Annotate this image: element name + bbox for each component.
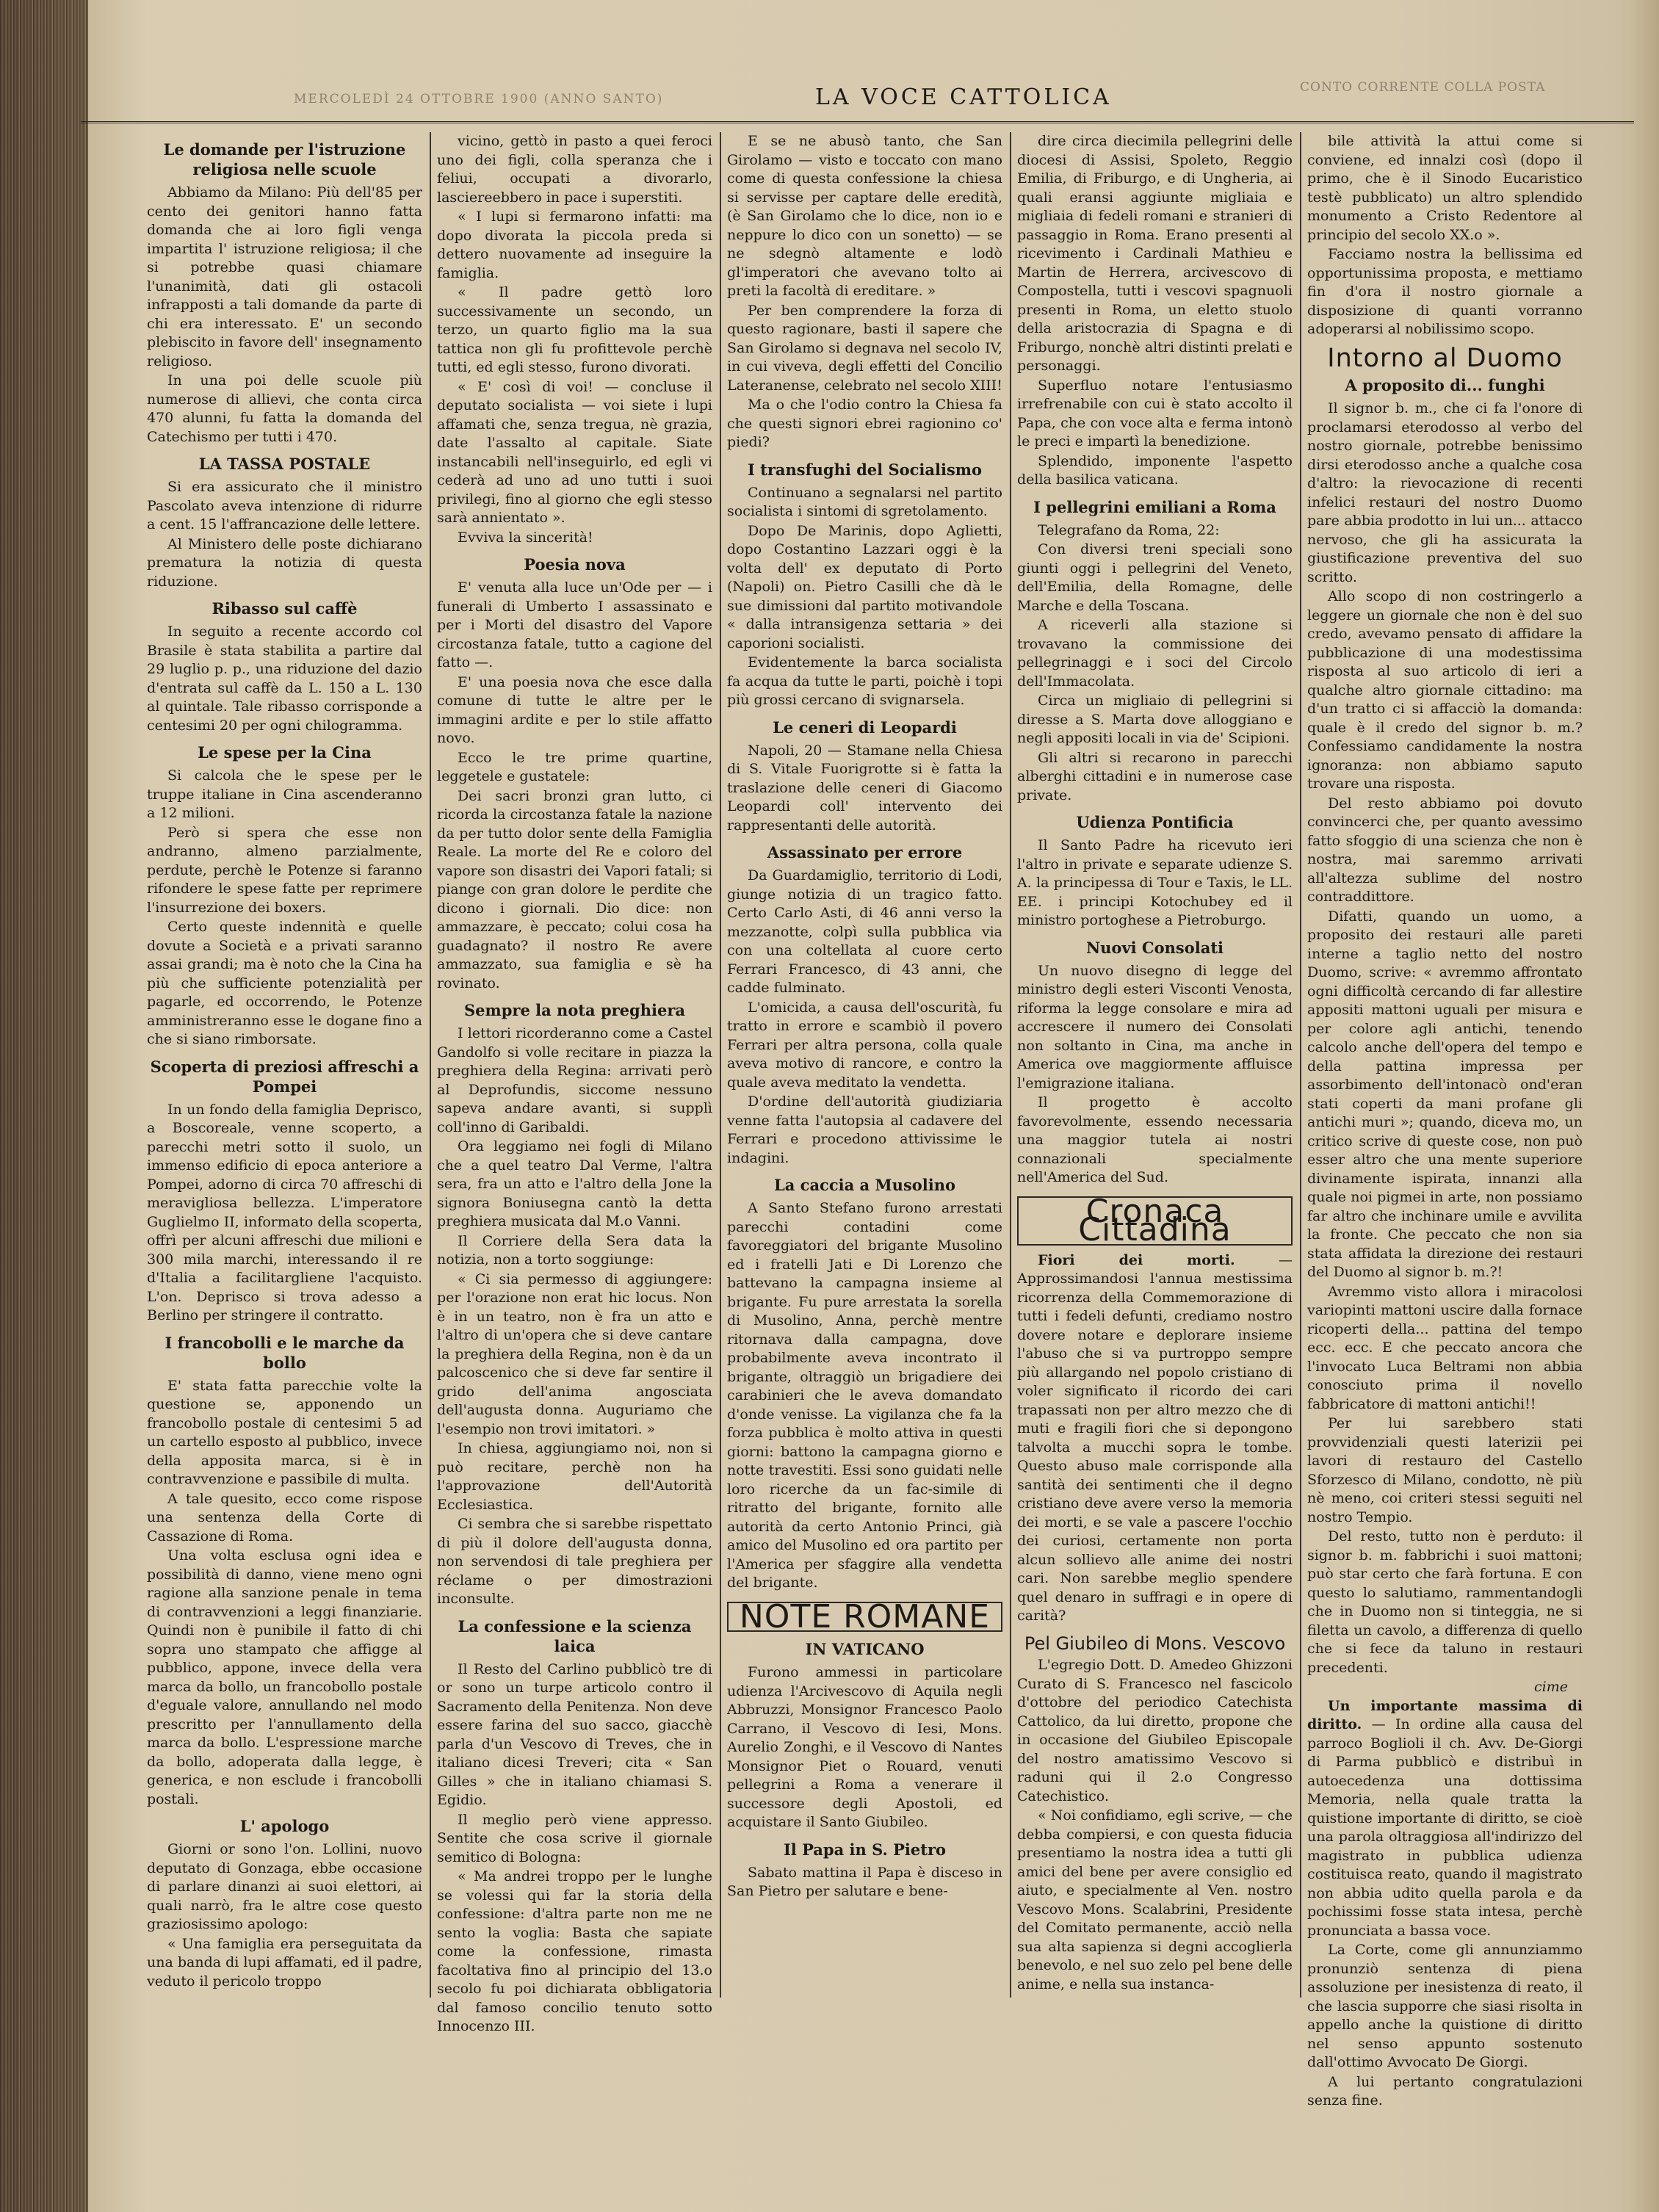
article-title: Nuovi Consolati bbox=[1085, 938, 1224, 957]
article-title: LA TASSA POSTALE bbox=[198, 455, 371, 473]
paragraph: D'ordine dell'autorità giudiziaria venne fatta l'autopsia al cadavere del Ferrari e procedono attivissime le indagini. bbox=[727, 1094, 1002, 1166]
article-title: Pel Giubileo di Mons. Vescovo bbox=[1024, 1633, 1286, 1654]
paragraph: Dopo De Marinis, dopo Aglietti, dopo Costantino Lazzari oggi è la volta dell' ex deputato di Porto (Napoli) on. Pietro Casilli che dà le sue dimissioni dal partito motivandole « dalla intransigenza settaria » dei caporioni socialisti. bbox=[727, 522, 1002, 651]
article-headline: Intorno al Duomo bbox=[1327, 343, 1563, 373]
article-title: La caccia a Musolino bbox=[773, 1176, 956, 1194]
paragraph: Del resto abbiamo poi dovuto convincerci che, per quanto avessimo fatto sfoggio di una scienza che non è nostra, mai saremmo arrivati all'altezza sublime del nostro contraddittore. bbox=[1307, 795, 1583, 905]
paragraph: Facciamo nostra la bellissima ed opportunissima proposta, e mettiamo fin d'ora il nostro giornale a disposizione di quanti vorranno adoperarsi al nobilissimo scopo. bbox=[1307, 246, 1583, 337]
article-title: Scoperta di preziosi affreschi a Pompei bbox=[150, 1057, 419, 1096]
column-5 bbox=[1307, 132, 1583, 2108]
lead-in: Fiori dei morti. bbox=[1038, 1251, 1235, 1268]
column-rule bbox=[720, 132, 721, 1998]
paragraph: « Ci sia permesso di aggiungere: per l'orazione non erat hic locus. Non è in un teatro, non è fra un atto e l'altro di un'opera che si deve cantare la preghiera della Regina, non è da un palcoscenico che si deve far sentire il grido dell'anima angosciata dell'augusta donna. Auguriamo che l'esempio non trovi imitatori. » bbox=[437, 1271, 712, 1437]
paragraph: Napoli, 20 — Stamane nella Chiesa di S. Vitale Fuorigrotte si è fatta la traslazione delle ceneri di Giacomo Leopardi coll' intervento dei rappresentanti delle autorità. bbox=[727, 742, 1002, 834]
paragraph: « Il padre gettò loro successivamente un secondo, un terzo, un quarto figlio ma la sua tattica non gli fu profittevole perchè tutti, ed egli stesso, furono divorati. bbox=[437, 284, 712, 375]
paragraph-text: — Approssimandosi l'annua mestissima ricorrenza della Commemorazione di tutti i fedeli defunti, crediamo nostro dovere notare e deplorare insieme l'abuso che si va purtroppo sempre più allargando nel popolo cristiano di voler significato il ricordo dei cari trapassati non per altro mezzo che di muti e fragili fiori che si depongono talvolta a mucchi sopra le tombe. Questo abuso male corrisponde alla santità dei sentimenti che il degno cristiano deve avere verso la memoria dei morti, e se vale a pascere l'occhio dei curiosi, certamente non porta alcun sollievo alle anime dei nostri cari. Non sarebbe meglio spendere quel denaro in suffragi e in opere di carità? bbox=[1017, 1251, 1293, 1624]
paragraph: Ma o che l'odio contro la Chiesa fa che questi signori ebrei ragionino co' piedi? bbox=[727, 397, 1002, 450]
paragraph: A lui pertanto congratulazioni senza fine. bbox=[1307, 2073, 1583, 2108]
paragraph: Abbiamo da Milano: Più dell'85 per cento dei genitori hanno fatta domanda che ai loro figli venga impartita l' istruzione religiosa; il che si potrebbe quasi chiamare l'unanimità, dati gli ostacoli infrapposti a tali domande da parte di chi era interessato. E' un secondo plebiscito in favore dell' insegnamento religioso. bbox=[147, 184, 422, 369]
paragraph: A riceverli alla stazione si trovavano la commissione dei pellegrinaggi e i soci del Circolo dell'Immacolata. bbox=[1017, 617, 1293, 690]
article-title: I transfughi del Socialismo bbox=[747, 460, 983, 479]
article-title: I pellegrini emiliani a Roma bbox=[1033, 497, 1276, 516]
paragraph: Con diversi treni speciali sono giunti oggi i pellegrini del Veneto, dell'Emilia, della Romagne, delle Marche e della Toscana. bbox=[1017, 541, 1293, 614]
paragraph: Sabato mattina il Papa è disceso in San Pietro per salutare e bene- bbox=[727, 1864, 1002, 1899]
paragraph: Al Ministero delle poste dichiarano prematura la notizia di questa riduzione. bbox=[147, 535, 422, 590]
article-title: Sempre la nota preghiera bbox=[463, 1001, 686, 1019]
paragraph: Una volta esclusa ogni idea e possibilità di danno, viene meno ogni ragione alla sanzione penale in tema di contravvenzioni a leggi finanziarie. Quindi non è punibile il fatto di chi sopra uno stampato che affigge al pubblico, appone, invece della vera marca da bollo, un francobollo postale d'eguale valore, annullando nel modo prescritto per l'annullamento della marca da bollo. L'espressione marche da bollo, adoperata dalla legge, è generica, e non esclude i francobolli postali. bbox=[147, 1547, 422, 1807]
paragraph: A tale quesito, ecco come rispose una sentenza della Corte di Cassazione di Roma. bbox=[147, 1490, 422, 1544]
paragraph: E se ne abusò tanto, che San Girolamo — visto e toccato con mano come di questa confessione la chiesa si servisse per captare delle eredità, (è San Girolamo che lo dice, non io e neppure lo dico con un sonetto) — se ne sdegnò altamente e lodò gl'imperatori che avevano tolto ai preti la facoltà di ereditare. » bbox=[727, 133, 1002, 299]
paragraph: Il Resto del Carlino pubblicò tre di or sono un turpe articolo contro il Sacramento della Penitenza. Non deve essere farina del suo sacco, giacchè parla d'un Vescovo di Treves, che in italiano dicesi Treveri; cita « San Gilles » che in italiano chiamasi S. Egidio. bbox=[437, 1660, 712, 1808]
paragraph: La Corte, come gli annunziammo pronunziò sentenza di piena assoluzione per inesistenza di reato, il che lascia supporre che siasi risolta in appello anche la quistione di diritto nel senso appunto sostenuto dall'ottimo Avvocato De Giorgi. bbox=[1307, 1942, 1583, 2070]
paragraph: Del resto, tutto non è perduto: il signor b. m. fabbrichi i suoi mattoni; può star certo che farà fortuna. E con questo lo salutiamo, rammentandogli che in Duomo non si tinteggia, ne si filetta un cavolo, a differenza di quello che si fece da taluno in restauri precedenti. bbox=[1307, 1528, 1583, 1676]
paragraph: vicino, gettò in pasto a quei feroci uno dei figli, colla speranza che i feliui, occupati a divorarlo, lasciereebbero in pace i superstiti. bbox=[437, 133, 712, 206]
paragraph: « I lupi si fermarono infatti: ma dopo divorata la piccola preda si dettero nuovamente ad inseguire la famiglia. bbox=[437, 209, 712, 281]
article-title: I francobolli e le marche da bollo bbox=[165, 1333, 405, 1372]
paragraph: Furono ammessi in particolare udienza l'Arcivescovo di Aquila negli Abbruzzi, Monsignor Francesco Paolo Carrano, il Vescovo di Iesi, Mons. Aurelio Zonghi, e il Vescovo di Nantes Monsignor Piet o Rouard, venuti pellegrini a Roma a venerare il successore degli Apostoli, ed acquistare il Santo Giubileo. bbox=[727, 1664, 1002, 1830]
author-signature: cime bbox=[1534, 1679, 1568, 1695]
column-4 bbox=[1017, 132, 1293, 1998]
article-subtitle: A proposito di... funghi bbox=[1345, 376, 1545, 394]
article-title: Poesia nova bbox=[524, 555, 626, 574]
paragraph: « Ma andrei troppo per le lunghe se volessi qui far la storia della confessione: d'altra parte non me ne sento la voglia: Basta che sapiate come la confessione, rimasta facoltativa fino al principio del 13.o secolo fu poi dichiarata obbligatoria dal famoso concilio tenuto sotto Innocenzo III. bbox=[437, 1868, 712, 2034]
column-1 bbox=[147, 132, 422, 1998]
paragraph: Allo scopo di non costringerlo a leggere un giornale che non è del suo credo, avevamo pensato di affidare la pubblicazione di una modestissima risposta al suo articolo di ieri a qualche altro giornale cittadino: ma d'un tratto ci si affacciò la domanda: quale è il credo del signor b. m.? Confessiamo candidamente la nostra ignoranza: non abbiamo saputo trovare una risposta. bbox=[1307, 588, 1583, 792]
paragraph: Continuano a segnalarsi nel partito socialista i sintomi di sgretolamento. bbox=[727, 484, 1002, 519]
paragraph: Per lui sarebbero stati provvidenziali questi laterizii pei lavori di restauro del Castello Sforzesco di Milano, condotto, nè più nè meno, coi criteri stessi seguiti nel nostro Tempio. bbox=[1307, 1415, 1583, 1525]
paragraph: « Noi confidiamo, egli scrive, — che debba compiersi, e con questa fiducia presentiamo la nostra idea a tutti gli amici del bene per avere consiglio ed aiuto, e specialmente al Ven. nostro Vescovo Mons. Scalabrini, Presidente del Comitato permanente, acciò nella sua alta sapienza si degni accoglierla benevolo, e nel suo zelo pel bene delle anime, e nella sua instanca- bbox=[1017, 1807, 1293, 1992]
section-banner-note-romane: NOTE ROMANE bbox=[727, 1602, 1002, 1633]
newspaper-page bbox=[81, 70, 1634, 2108]
article-title: Udienza Pontificia bbox=[1076, 813, 1234, 831]
paragraph: Superfluo notare l'entusiasmo irrefrenabile con cui è stato accolto il Papa, che con voce alta e ferma intonò le preci e impartì la benedizione. bbox=[1017, 377, 1293, 449]
paragraph: Circa un migliaio di pellegrini si diresse a S. Marta dove alloggiano e negli appositi locali in via de' Scipioni. bbox=[1017, 693, 1293, 746]
paragraph: « E' così di voi! — concluse il deputato socialista — voi siete i lupi affamati che, senza tregua, nè grazia, date l'assalto al capitale. Siate instancabili nell'inseguirlo, ed egli vi cederà ad uno ad uno tutti i suoi privilegi, fino al giorno che egli stesso sarà annientato ». bbox=[437, 378, 712, 526]
paragraph: Splendido, imponente l'aspetto della basilica vaticana. bbox=[1017, 452, 1293, 488]
paragraph: In seguito a recente accordo col Brasile è stata stabilita a partire dal 29 luglio p. p., una riduzione del dazio d'entrata sul caffè da L. 150 a L. 130 al quintale. Tale ribasso corrisponde a centesimi 20 per ogni chilogramma. bbox=[147, 624, 422, 734]
book-binding bbox=[0, 0, 88, 2212]
paragraph: Si calcola che le spese per le truppe italiane in Cina ascenderanno a 12 milioni. bbox=[147, 767, 422, 821]
paragraph: Evviva la sincerità! bbox=[458, 529, 593, 546]
paragraph: L'omicida, a causa dell'oscurità, fu tratto in errore e scambiò il povero Ferrari per altra persona, colla quale aveva motivo di rancore, e contro la quale aveva meditato la vendetta. bbox=[727, 999, 1002, 1091]
page-header bbox=[81, 70, 1634, 123]
paragraph: In un fondo della famiglia Deprisco, a Boscoreale, venne scoperto, a parecchi metri sotto il suolo, un immenso edificio di epoca anteriore a Pompei, adorno di circa 70 affreschi di meravigliosa bellezza. L'imperatore Guglielmo II, informato della scoperta, offrì per alcuni affreschi due milioni e 300 mila marchi, interessando il re d'Italia a facilitargliene l'acquisto. L'on. Deprisco si trova adesso a Berlino per stringere il contratto. bbox=[147, 1101, 422, 1323]
article-title: IN VATICANO bbox=[805, 1640, 925, 1658]
paragraph: Gli altri si recarono in parecchi alberghi cittadini e in numerose case private. bbox=[1017, 749, 1293, 803]
paragraph: Però si spera che esse non andranno, almeno parzialmente, perdute, perchè le Potenze si faranno rifondere le spese fatte per reprimere l'insurrezione dei boxers. bbox=[147, 824, 422, 916]
article-title: Ribasso sul caffè bbox=[212, 599, 358, 618]
paragraph: Il signor b. m., che ci fa l'onore di proclamarsi eterodosso al verbo del nostro giornale, potrebbe benissimo dirsi eterodosso anche a qualche cosa d'altro: la rievocazione di recenti infelici restauri del nostro Duomo pare abbia prodotto in lui un... attacco nervoso, che gli ha assicurata la giustificazione preventiva del suo scritto. bbox=[1307, 400, 1583, 585]
paragraph: Evidentemente la barca socialista fa acqua da tutte le parti, poichè i topi più grossi cercano di svignarsela. bbox=[727, 654, 1002, 708]
paragraph: Il progetto è accolto favorevolmente, essendo necessaria una maggior tutela ai nostri connazionali specialmente nell'America del Sud. bbox=[1017, 1094, 1293, 1185]
header-postal-mirror: CONTO CORRENTE COLLA POSTA bbox=[1300, 80, 1546, 95]
column-rule bbox=[1010, 132, 1011, 1998]
article-title: Il Papa in S. Pietro bbox=[783, 1840, 947, 1859]
column-2 bbox=[437, 132, 712, 2034]
paragraph: Telegrafano da Roma, 22: bbox=[1038, 521, 1220, 538]
article-title: Le ceneri di Leopardi bbox=[773, 718, 957, 737]
paragraph: Un nuovo disegno di legge del ministro degli esteri Visconti Venosta, riforma la legge consolare e mira ad accrescere il numero dei Consolati non soltanto in Cina, ma anche in America ove maggiormente affluisce l'emigrazione italiana. bbox=[1017, 962, 1293, 1091]
paragraph: I lettori ricorderanno come a Castel Gandolfo si volle recitare in piazza la preghiera della Regina: arrivati però al Deprofundis, siccome nessuno sapeva andare avanti, si supplì coll'inno di Garibaldi. bbox=[437, 1025, 712, 1135]
masthead-title: LA VOCE CATTOLICA bbox=[815, 84, 1112, 110]
section-banner-cronaca-cittadina: Cronaca Cittadina bbox=[1017, 1196, 1293, 1246]
column-rule bbox=[430, 132, 431, 1998]
article-title: Le domande per l'istruzione religiosa nelle scuole bbox=[163, 140, 406, 178]
lead-in: Un importante massima di diritto. bbox=[1307, 1697, 1583, 1732]
paragraph: Certo queste indennità e quelle dovute a Società e a privati saranno assai grandi; ma è noto che la Cina ha più che sufficiente potenzialità per pagarle, ed occorrendo, le Potenze amministreranno esse le dogane fino a che si siano rimborsate. bbox=[147, 919, 422, 1047]
paragraph: Per ben comprendere la forza di questo ragionare, basti il sapere che San Girolamo si degnava nel secolo IV, in cui viveva, degli effetti del Concilio Lateranense, celebrato nel secolo XIII! bbox=[727, 302, 1002, 394]
paragraph: E' stata fatta parecchie volte la questione se, apponendo un francobollo postale di centesimi 5 ad un cartello esposto al pubblico, invece della apposita marca, si è in contravvenzione e passibile di multa. bbox=[147, 1377, 422, 1487]
paragraph: Avremmo visto allora i miracolosi variopinti mattoni uscire dalla fornace ricoperti della... pattina del tempo ecc. ecc. E che peccato ancora che l'invocato Luca Beltrami non abbia conosciuto prima il novello fabbricatore di mattoni antichi!! bbox=[1307, 1283, 1583, 1412]
paragraph: E' venuta alla luce un'Ode per — i funerali di Umberto I assassinato e per i Morti del disastro del Vapore circostanza fatale, tutto a cagione del fatto —. bbox=[437, 579, 712, 671]
paragraph: Ci sembra che si sarebbe rispettato di più il dolore dell'augusta donna, non servendosi di tale preghiera per réclame o per dimostrazioni inconsulte. bbox=[437, 1516, 712, 1607]
paragraph: In una poi delle scuole più numerose di allievi, che conta circa 470 alunni, fu fatta la domanda del Catechismo per tutti i 470. bbox=[147, 372, 422, 445]
paragraph: Il meglio però viene appresso. Sentite che cosa scrive il giornale semitico di Bologna: bbox=[437, 1811, 712, 1865]
paragraph: Il Santo Padre ha ricevuto ieri l'altro in private e separate udienze S. A. la principessa di Tour e Taxis, le LL. EE. i principi Kotochubey ed il ministro portoghese a Pietroburgo. bbox=[1017, 837, 1293, 928]
paragraph: Giorni or sono l'on. Lollini, nuovo deputato di Gonzaga, ebbe occasione di parlare dinanzi ai suoi elettori, ai quali narrò, fra le altre cose questo graziosissimo apologo: bbox=[147, 1841, 422, 1932]
paragraph: Da Guardamiglio, territorio di Lodi, giunge notizia di un tragico fatto. Certo Carlo Asti, di 46 anni verso la mezzanotte, colpì sulla pubblica via con una coltellata al cuore certo Ferrari Francesco, di 43 anni, che cadde fulminato. bbox=[727, 867, 1002, 996]
paragraph: A Santo Stefano furono arrestati parecchi contadini come favoreggiatori del brigante Musolino ed i fratelli Jati e Di Lorenzo che battevano la campagna insieme al brigante. Fu pure arrestata la sorella di Musolino, Anna, perchè mentre ritornava dalla campagna, dove probabilmente aveva incontrato il brigante, oltraggiò un brigadiere dei carabinieri che le aveva domandato d'onde venisse. La vigilanza che fa la forza pubblica è molto attiva in questi giorni: battono la campagna giorno e notte travestiti. Essi sono guidati nelle loro ricerche da un fac-simile di ritratto del brigante, fornito alle autorità da certo Antonio Princi, già amico del Musolino ed ora partito per l'America per sfaggire alla vendetta del brigante. bbox=[727, 1200, 1002, 1591]
article-title: Le spese per la Cina bbox=[198, 743, 372, 762]
article-title: Assassinato per errore bbox=[767, 843, 963, 861]
paragraph: Ecco le tre prime quartine, leggetele e gustatele: bbox=[437, 749, 712, 784]
paragraph: Difatti, quando un uomo, a proposito dei restauri alle pareti interne a taglio netto del nostro Duomo, scrive: « avremmo affrontato ogni difficoltà cercando di far allestire appositi mattoni uguali per misura e per colore agli antichi, tenendo calcolo anche dell'opera del tempo e della pattina impressa per assorbimento dell'intonacò ond'eran stati coperti da mani profane gli antichi muri »; quando, diceva mo, un critico scrive di queste cose, non può esser altro che una mente superiore divinamente ispirata, innanzi alla quale noi pigmei in arte, non possiamo far altro che inchinare umile e avvilita la fronte. Che peccato che non sia stata affidata la direzione dei restauri del Duomo al signor b. m.?! bbox=[1307, 908, 1583, 1280]
paragraph bbox=[1017, 1251, 1293, 1626]
column-3 bbox=[727, 132, 1002, 1998]
paragraph: « Una famiglia era perseguitata da una banda di lupi affamati, ed il padre, veduto il pericolo troppo bbox=[147, 1935, 422, 1989]
paragraph: L'egregio Dott. D. Amedeo Ghizzoni Curato di S. Francesco nel fascicolo d'ottobre del periodico Catechista Cattolico, da lui diretto, propone che in occasione del Giubileo Episcopale del nostro amatissimo Vescovo si raduni qui il 2.o Congresso Catechistico. bbox=[1017, 1657, 1293, 1804]
paragraph: Il Corriere della Sera data la notizia, non a torto soggiunge: bbox=[437, 1232, 712, 1268]
column-rule bbox=[1300, 132, 1301, 1998]
paragraph: Ora leggiamo nei fogli di Milano che a quel teatro Dal Verme, l'altra sera, fra un atto e l'altro della Jone la signora Boniusegna cantò la detta preghiera musicata dal M.o Vanni. bbox=[437, 1138, 712, 1229]
paragraph: Si era assicurato che il ministro Pascolato aveva intenzione di ridurre a cent. 15 l'affrancazione delle lettere. bbox=[147, 479, 422, 532]
article-title: La confessione e la scienza laica bbox=[458, 1616, 692, 1655]
paragraph bbox=[1307, 1697, 1583, 1941]
paragraph-text: — In ordine alla causa del parroco Boglioli il ch. Avv. De-Giorgi di Parma pubblicò e distribuì in autoecedenza una dottissima Memoria, nella quale tratta la quistione importante di diritto, se cioè una parola oltraggiosa all'indirizzo del magistrato in pubblica udienza costituisca reato, quando il magistrato non abbia udito quella parola e da pochissimi fosse stata intesa, perchè pronunciata a bassa voce. bbox=[1307, 1716, 1583, 1939]
paragraph: E' una poesia nova che esce dalla comune di tutte le altre per le immagini ardite e per lo stile affatto novo. bbox=[437, 673, 712, 746]
paragraph: In chiesa, aggiungiamo noi, non si può recitare, perchè non ha l'approvazione dell'Autorità Ecclesiastica. bbox=[437, 1440, 712, 1513]
paragraph: bile attività la attui come si conviene, ed innalzi così (dopo il primo, che è il Sinodo Eucaristico testè pubblicato) un altro splendido monumento a Cristo Redentore al principio del secolo XX.o ». bbox=[1307, 133, 1583, 243]
paragraph: dire circa diecimila pellegrini delle diocesi di Assisi, Spoleto, Reggio Emilia, di Friburgo, e di Ungheria, ai quali eransi aggiunte migliaia e migliaia di fedeli romani e stranieri di passaggio in Roma. Erano presenti al ricevimento i Cardinali Mathieu e Martin de Herrera, arcivescovo di Compostella, tutti i vescovi spagnuoli presenti in Roma, un eletto stuolo della aristocrazia di Spagna e di Friburgo, nonchè altri distinti prelati e personaggi. bbox=[1017, 133, 1293, 374]
header-date-mirror: MERCOLEDÌ 24 OTTOBRE 1900 (ANNO SANTO) bbox=[294, 92, 664, 106]
article-title: L' apologo bbox=[239, 1817, 330, 1835]
verse-quote: Dei sacri bronzi gran lutto, ci ricorda la circostanza fatale la nazione da per tutto dolor sente della Famiglia Reale. La morte del Re e coloro del vapore son disastri dei Vapori fatali; si piange con gran dolore le perdite che dicono i giornali. Dio dice: non ammazzare, è peccato; colui cosa ha guadagnato? il nostro Re avere ammazzato, sua famiglia e sè ha rovinato. bbox=[437, 787, 712, 991]
